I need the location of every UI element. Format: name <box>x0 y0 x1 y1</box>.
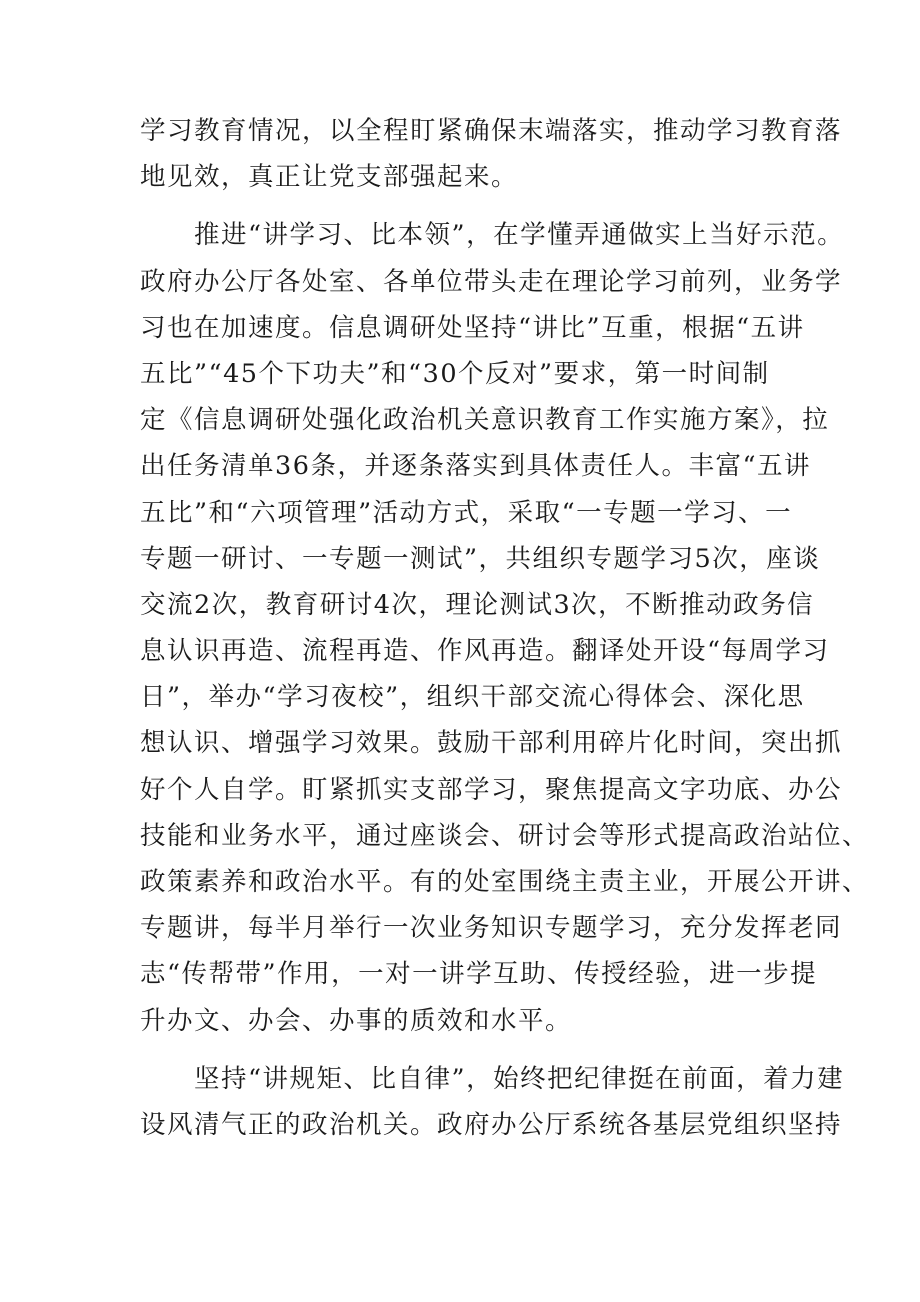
text-line: 志“传帮带”作用，一对一讲学互助、传授经验，进一步提 <box>140 959 818 990</box>
text-line: 定《信息调研处强化政治机关意识教育工作实施方案》，拉 <box>140 405 830 436</box>
paragraph-3 <box>140 1062 845 1142</box>
text-line: 专题讲，每半月举行一次业务知识专题学习，充分发挥老同 <box>140 913 843 944</box>
text-line: 技能和业务水平，通过座谈会、研讨会等形式提高政治站位、 <box>140 820 870 851</box>
paragraph-gap <box>140 206 785 218</box>
paragraph-2 <box>140 218 870 1037</box>
paragraph-1 <box>140 114 843 194</box>
paragraph-gap <box>140 1050 785 1062</box>
text-line: 学习教育情况，以全程盯紧确保末端落实，推动学习教育落 <box>140 116 843 146</box>
text-line: 习也在加速度。信息调研处坚持“讲比”互重，根据“五讲 <box>140 312 805 343</box>
text-line: 地见效，真正让党支部强起来。 <box>140 162 519 193</box>
text-line: 设风清气正的政治机关。政府办公厅系统各基层党组织坚持 <box>140 1109 843 1140</box>
text-line: 交流2次，教育研讨4次，理论测试3次，不断推动政务信 <box>140 589 815 620</box>
text-line: 坚持“讲规矩、比自律”，始终把纪律挺在前面，着力建 <box>140 1063 845 1094</box>
text-line: 政策素养和政治水平。有的处室围绕主责主业，开展公开讲、 <box>140 867 870 897</box>
text-line: 想认识、增强学习效果。鼓励干部利用碎片化时间，突出抓 <box>140 728 843 759</box>
text-line: 政府办公厅各处室、各单位带头走在理论学习前列，业务学 <box>140 266 843 297</box>
text-line: 五比”和“六项管理”活动方式，采取“一专题一学习、一 <box>140 497 793 528</box>
text-line: 推进“讲学习、比本领”，在学懂弄通做实上当好示范。 <box>140 220 845 251</box>
text-line: 出任务清单36条，并逐条落实到具体责任人。丰富“五讲 <box>140 451 811 482</box>
text-line: 五比”“45个下功夫”和“30个反对”要求，第一时间制 <box>140 358 770 389</box>
text-line: 息认识再造、流程再造、作风再造。翻译处开设“每周学习 <box>140 636 830 667</box>
text-line: 专题一研讨、一专题一测试”，共组织专题学习5次，座谈 <box>140 543 821 574</box>
text-line: 好个人自学。盯紧抓实支部学习，聚焦提高文字功底、办公 <box>140 774 843 805</box>
text-line: 升办文、办会、办事的质效和水平。 <box>140 1005 573 1036</box>
document-body <box>140 114 870 1154</box>
text-line: 日”，举办“学习夜校”，组织干部交流心得体会、深化思 <box>140 682 805 713</box>
